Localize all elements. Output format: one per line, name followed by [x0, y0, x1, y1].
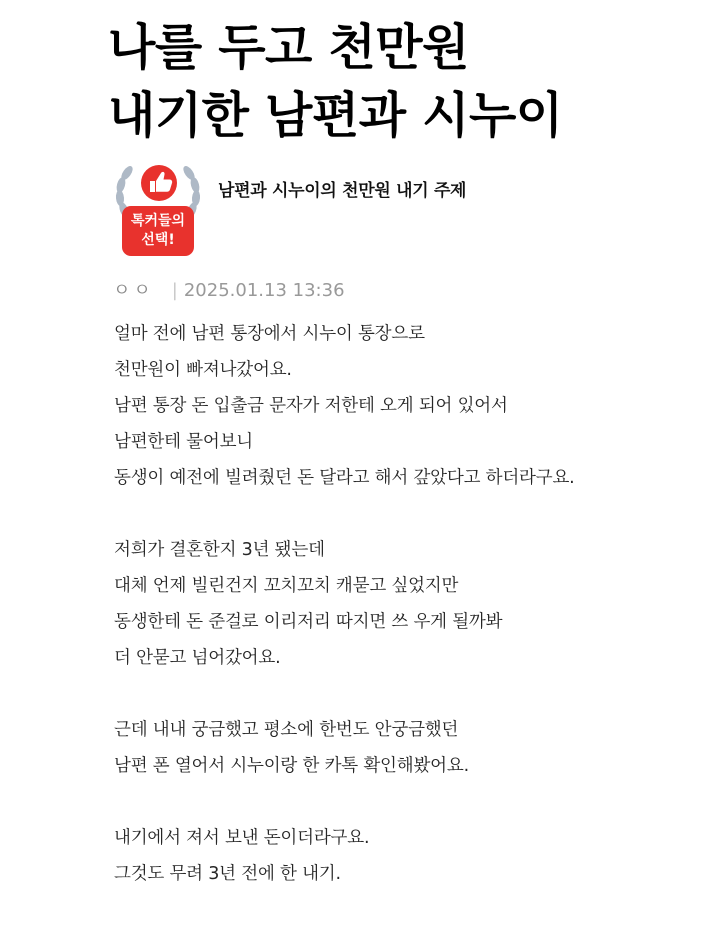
- meta-separator: |: [171, 280, 178, 301]
- badge-label: [122, 206, 194, 256]
- body-line: 남편 폰 열어서 시누이랑 한 카톡 확인해봤어요.: [114, 756, 469, 776]
- body-line: 동생이 예전에 빌려줬던 돈 달라고 해서 갚았다고 하더라구요.: [114, 468, 575, 488]
- body-line: 그것도 무려 3년 전에 한 내기.: [114, 864, 341, 884]
- headline: [108, 14, 698, 150]
- body-line: 남편한테 물어보니: [114, 432, 254, 452]
- body-line: 얼마 전에 남편 통장에서 시누이 통장으로: [114, 324, 425, 344]
- author-name[interactable]: ㅇㅇ: [113, 280, 154, 301]
- body-line: 근데 내내 궁금했고 평소에 한번도 안궁금했던: [114, 720, 459, 740]
- best-pick-badge: [112, 160, 204, 262]
- topic-title[interactable]: 남편과 시누이의 천만원 내기 주제: [218, 181, 467, 201]
- body-blank-line: [114, 676, 694, 712]
- body-line: 저희가 결혼한지 3년 됐는데: [114, 540, 325, 560]
- body-line: 더 안묻고 넘어갔어요.: [114, 648, 281, 668]
- badge-label-line-1: 톡커들의: [130, 213, 186, 229]
- post-body: [114, 316, 694, 892]
- body-line: 동생한테 돈 준걸로 이리저리 따지면 쓰 우게 될까봐: [114, 612, 503, 632]
- thumbs-up-icon: [140, 164, 178, 202]
- body-line: 천만원이 빠져나갔어요.: [114, 360, 292, 380]
- badge-label-line-2: 선택!: [141, 232, 175, 248]
- headline-line-1: 나를 두고 천만원: [108, 19, 469, 76]
- body-line: 남편 통장 돈 입출금 문자가 저한테 오게 되어 있어서: [114, 396, 508, 416]
- post-datetime: 2025.01.13 13:36: [183, 280, 345, 301]
- headline-line-2: 내기한 남편과 시누이: [108, 87, 563, 144]
- body-line: 대체 언제 빌린건지 꼬치꼬치 캐묻고 싶었지만: [114, 576, 459, 596]
- body-line: 내기에서 져서 보낸 돈이더라구요.: [114, 828, 370, 848]
- post-meta: [113, 276, 345, 302]
- body-blank-line: [114, 784, 694, 820]
- body-blank-line: [114, 496, 694, 532]
